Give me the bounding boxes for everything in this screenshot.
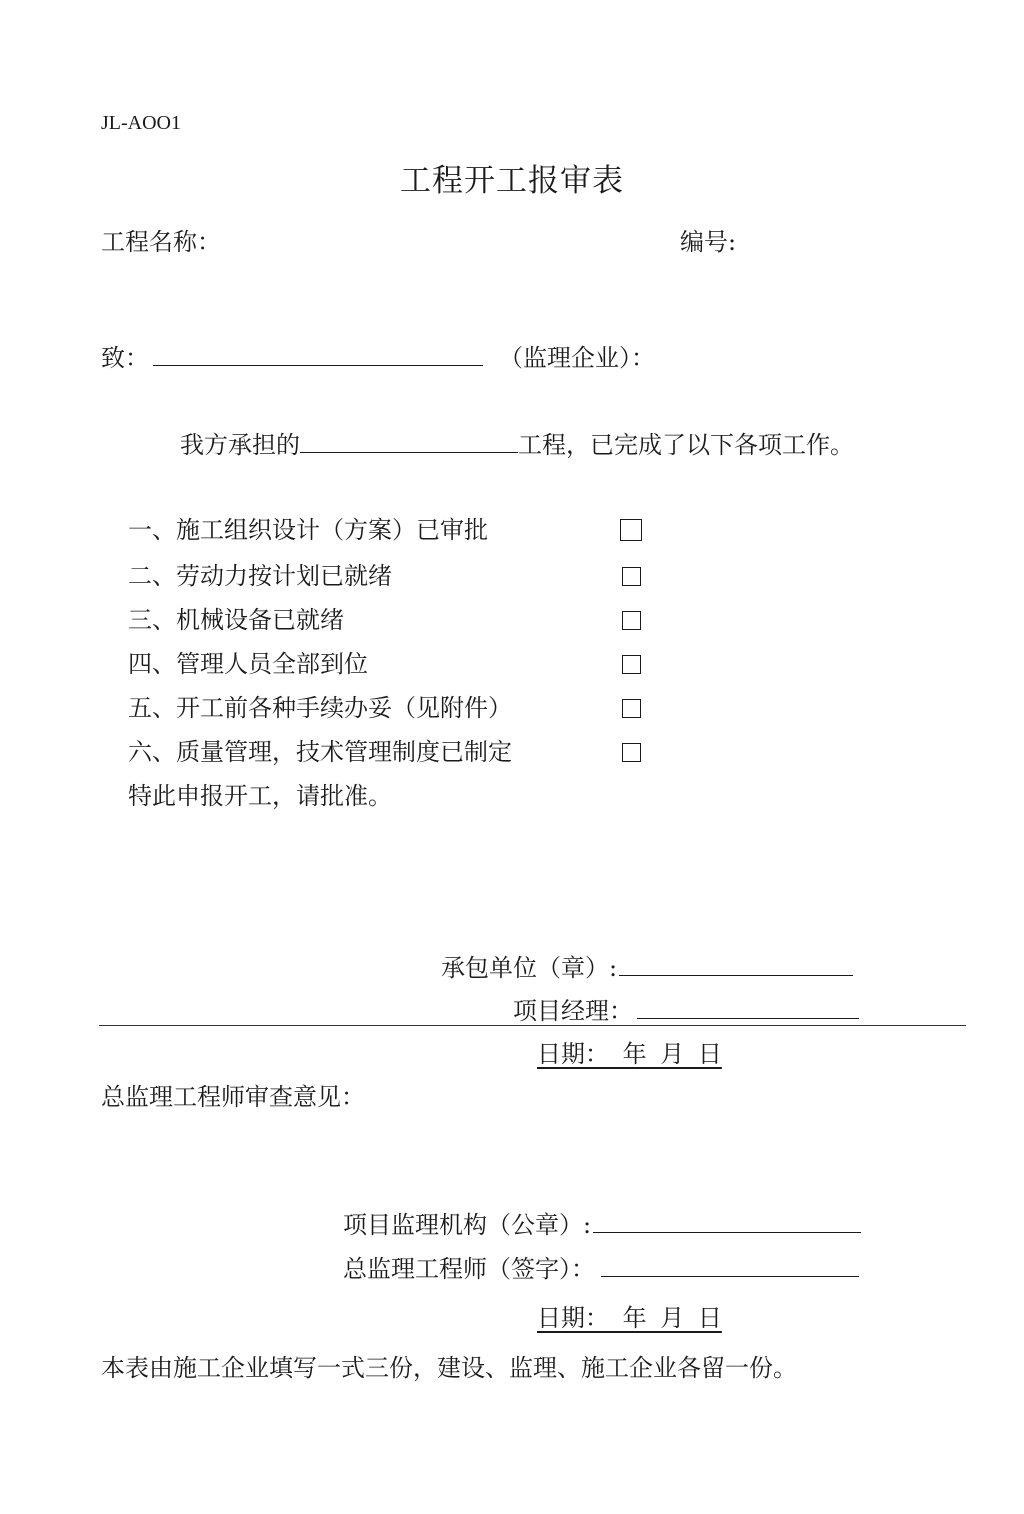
checklist-checkbox[interactable] bbox=[622, 567, 641, 586]
chief-engineer-label: 总监理工程师（签字）： bbox=[343, 1255, 595, 1283]
intro-after: 工程，已完成了以下各项工作。 bbox=[518, 431, 854, 459]
checklist-item: 五、开工前各种手续办妥（见附件） bbox=[128, 694, 512, 722]
contractor-seal-field[interactable] bbox=[619, 955, 853, 976]
request-statement: 特此申报开工，请批准。 bbox=[128, 782, 392, 810]
checklist-item: 二、劳动力按计划已就绪 bbox=[128, 562, 392, 590]
checklist-item: 四、管理人员全部到位 bbox=[128, 650, 368, 678]
checklist-checkbox[interactable] bbox=[622, 655, 641, 674]
footer-note: 本表由施工企业填写一式三份，建设、监理、施工企业各留一份。 bbox=[101, 1354, 797, 1382]
section-divider bbox=[99, 1025, 966, 1026]
checklist-checkbox[interactable] bbox=[622, 743, 641, 762]
checklist-item: 三、机械设备已就绪 bbox=[128, 606, 344, 634]
form-code: JL-AOO1 bbox=[101, 112, 181, 134]
supervision-seal-field[interactable] bbox=[593, 1212, 861, 1233]
project-blank-field[interactable] bbox=[300, 432, 518, 453]
intro-statement bbox=[180, 432, 854, 457]
chief-engineer-line bbox=[343, 1256, 863, 1281]
checklist-checkbox[interactable] bbox=[622, 699, 641, 718]
project-name-label: 工程名称： bbox=[101, 228, 221, 256]
supervision-org-label: 项目监理机构（公章）: bbox=[343, 1211, 592, 1239]
addressee-blank-field[interactable] bbox=[153, 345, 483, 366]
addressee-prefix: 致： bbox=[101, 344, 149, 372]
review-opinion-title: 总监理工程师审查意见： bbox=[101, 1083, 365, 1111]
supervision-org-line bbox=[343, 1212, 865, 1237]
contractor-unit-label: 承包单位（章）: bbox=[441, 954, 618, 982]
page-title: 工程开工报审表 bbox=[400, 163, 624, 199]
project-manager-signature-field[interactable] bbox=[637, 998, 859, 1019]
checklist-item: 六、质量管理，技术管理制度已制定 bbox=[128, 738, 512, 766]
serial-number-label: 编号: bbox=[680, 228, 737, 256]
project-manager-line bbox=[513, 998, 863, 1023]
checklist-checkbox[interactable] bbox=[620, 519, 642, 541]
checklist-checkbox[interactable] bbox=[622, 611, 641, 630]
contractor-unit-line bbox=[441, 955, 857, 980]
addressee-suffix: （监理企业）： bbox=[499, 344, 655, 372]
checklist-item: 一、施工组织设计（方案）已审批 bbox=[128, 516, 488, 544]
intro-before: 我方承担的 bbox=[180, 431, 300, 459]
review-date: 日期： 年 月 日 bbox=[537, 1304, 722, 1332]
chief-engineer-signature-field[interactable] bbox=[601, 1256, 859, 1277]
contractor-date: 日期： 年 月 日 bbox=[537, 1040, 722, 1068]
project-manager-label: 项目经理： bbox=[513, 997, 633, 1025]
addressee-line bbox=[101, 345, 655, 370]
